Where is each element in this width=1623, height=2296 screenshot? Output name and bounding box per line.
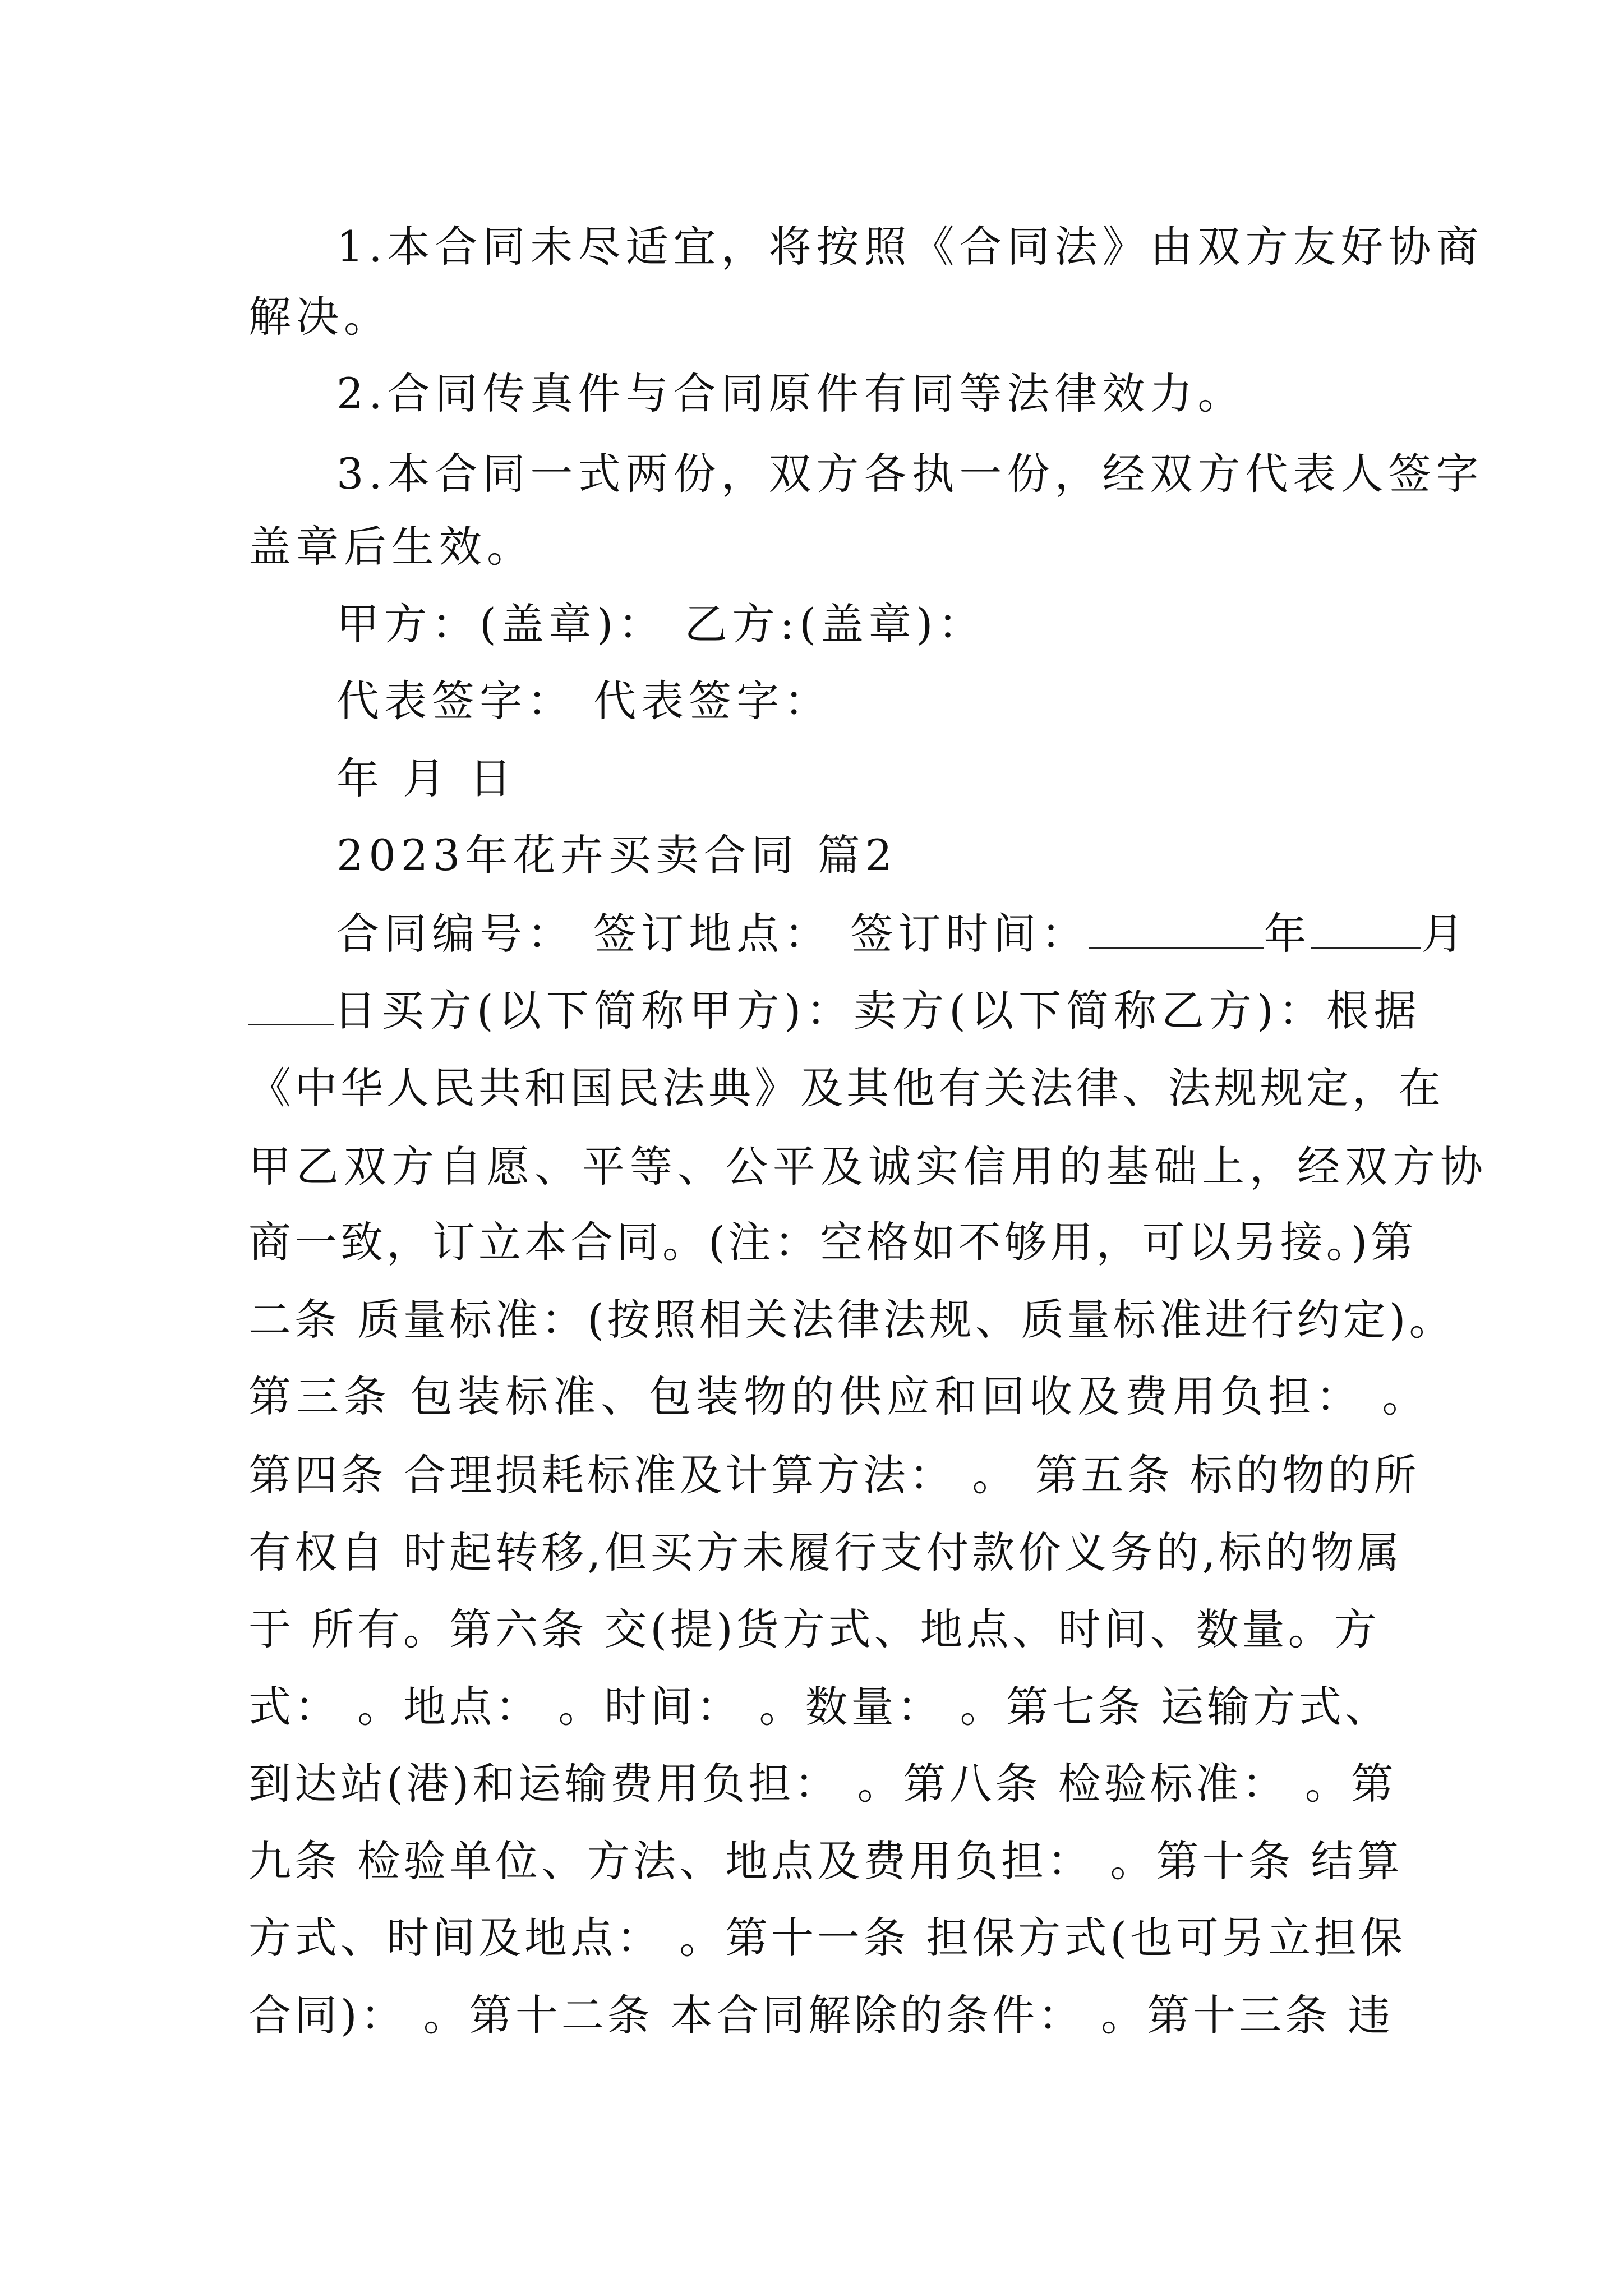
year-blank [1089,912,1264,949]
clause-2: 2.合同传真件与合同原件有同等法律效力。 [336,369,1246,418]
month-label: 月 [1421,909,1469,959]
representative-signature-line: 代表签字： 代表签字： [336,676,832,726]
buyer-seller-line [248,983,1422,1039]
body-line-8: 于 所有。第六条 交(提)货方式、地点、时间、数量。方 [248,1604,1380,1654]
clause-3-line-1: 3.本合同一式两份，双方各执一份，经双方代表人签字 [336,449,1484,499]
contract-info-line [336,906,1469,962]
body-line-12: 方式、时间及地点： 。第十一条 担保方式(也可另立担保 [248,1913,1406,1963]
party-seal-line: 甲方：(盖章)： 乙方:(盖章)： [336,599,986,649]
section-heading: 2023年花卉买卖合同 篇2 [336,830,897,880]
body-line-13: 合同)： 。第十二条 本合同解除的条件： 。第十三条 违 [248,1990,1394,2040]
clause-1-line-1: 1.本合同未尽适宜，将按照《合同法》由双方友好协商 [336,222,1484,272]
year-label: 年 [1264,909,1312,959]
date-line: 年 月 日 [336,753,517,803]
body-line-3: 商一致，订立本合同。(注：空格如不够用，可以另接。)第 [248,1217,1417,1267]
body-line-6: 第四条 合理损耗标准及计算方法： 。 第五条 标的物的所 [248,1450,1420,1500]
month-blank [1311,912,1421,949]
buyer-seller-text: 日买方(以下简称甲方)：卖方(以下简称乙方)：根据 [334,986,1422,1036]
clause-3-line-2: 盖章后生效。 [248,522,534,572]
body-line-11: 九条 检验单位、方法、地点及费用负担： 。第十条 结算 [248,1836,1403,1886]
body-line-2: 甲乙双方自愿、平等、公平及诚实信用的基础上，经双方协 [248,1142,1488,1191]
body-line-4: 二条 质量标准：(按照相关法律法规、质量标准进行约定)。 [248,1295,1455,1345]
clause-1-line-2: 解决。 [248,292,391,342]
body-line-10: 到达站(港)和运输费用负担： 。第八条 检验标准： 。第 [248,1759,1397,1809]
body-line-5: 第三条 包装标准、包装物的供应和回收及费用负担： 。 [248,1372,1430,1421]
contract-info-label: 合同编号： 签订地点： 签订时间： [336,909,1089,959]
body-line-9: 式： 。地点： 。时间： 。数量： 。第七条 运输方式、 [248,1682,1391,1732]
day-blank [248,989,334,1025]
body-line-7: 有权自 时起转移,但买方未履行支付款价义务的,标的物属 [248,1527,1403,1577]
body-line-1: 《中华人民共和国民法典》及其他有关法律、法规规定，在 [248,1063,1444,1113]
